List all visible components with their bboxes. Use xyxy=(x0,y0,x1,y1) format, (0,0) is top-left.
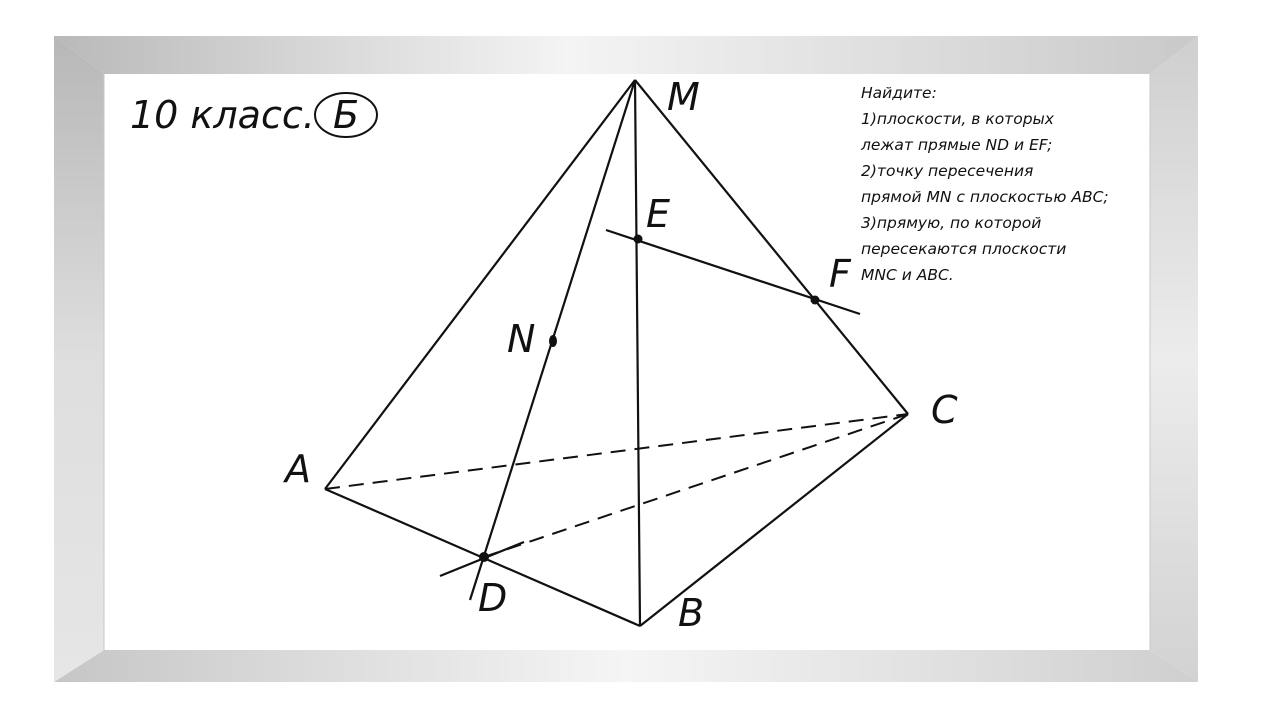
label-F: F xyxy=(829,252,851,296)
task-line: 1)плоскости, в которых xyxy=(861,110,1054,128)
task-line: прямой MN с плоскостью ABC; xyxy=(861,188,1109,206)
task-line: 2)точку пересечения xyxy=(861,162,1034,180)
class-label: 10 класс. xyxy=(130,93,315,137)
label-A: A xyxy=(285,447,311,491)
task-line: лежат прямые ND и EF; xyxy=(861,136,1053,154)
variant-letter: Б xyxy=(332,93,360,137)
board-area xyxy=(104,74,1150,650)
label-B: B xyxy=(678,591,705,635)
label-E: E xyxy=(646,192,671,236)
frame-bottom xyxy=(54,650,1198,682)
point-F-dot xyxy=(811,296,820,305)
label-D: D xyxy=(478,576,508,620)
label-M: M xyxy=(667,75,700,119)
task-line: Найдите: xyxy=(861,84,937,102)
label-N: N xyxy=(507,317,536,361)
point-E-dot xyxy=(634,235,643,244)
point-N-dot xyxy=(549,335,557,347)
task-line: пересекаются плоскости xyxy=(861,240,1067,258)
task-line: 3)прямую, по которой xyxy=(861,214,1042,232)
frame-left xyxy=(54,36,104,682)
slide-title xyxy=(130,93,377,137)
task-line: MNC и ABC. xyxy=(861,266,954,284)
frame-right xyxy=(1150,36,1198,682)
point-D-dot xyxy=(479,552,489,562)
label-C: C xyxy=(931,388,958,432)
frame-top xyxy=(54,36,1198,74)
